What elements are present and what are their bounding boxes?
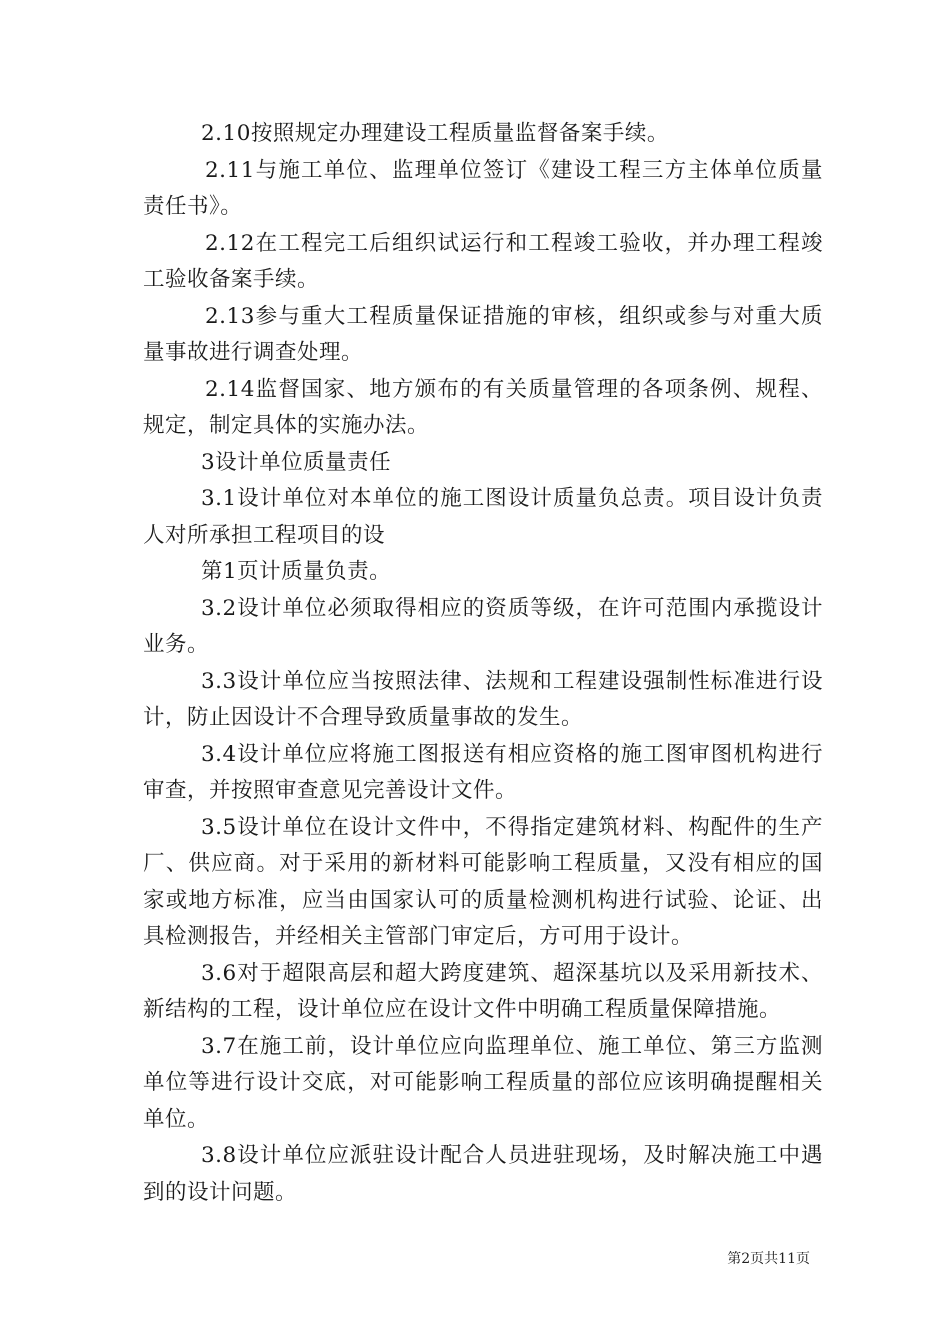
document-body [143,116,823,1211]
paragraph-3-5: 3.5设计单位在设计文件中，不得指定建筑材料、构配件的生产厂、供应商。对于采用的新材料可能影响工程质量，又没有相应的国家或地方标准，应当由国家认可的质量检测机构进行试验、论证、出具检测报告，并经相关主管部门审定后，方可用于设计。 [143,814,823,949]
paragraph-3-3: 3.3设计单位应当按照法律、法规和工程建设强制性标准进行设计，防止因设计不合理导致质量事故的发生。 [143,668,823,730]
paragraph-3-2: 3.2设计单位必须取得相应的资质等级，在许可范围内承揽设计业务。 [143,595,823,657]
paragraph-2-12: 2.12在工程完工后组织试运行和工程竣工验收，并办理工程竣工验收备案手续。 [143,230,823,292]
paragraph-2-14: 2.14监督国家、地方颁布的有关质量管理的各项条例、规程、规定，制定具体的实施办法。 [143,376,823,438]
section-heading-3: 3设计单位质量责任 [201,449,392,475]
paragraph-2-10: 2.10按照规定办理建设工程质量监督备案手续。 [201,121,669,146]
paragraph-3-8: 3.8设计单位应派驻设计配合人员进驻现场，及时解决施工中遇到的设计问题。 [143,1143,823,1205]
paragraph-2-11: 2.11与施工单位、监理单位签订《建设工程三方主体单位质量责任书》。 [143,157,823,219]
paragraph-3-4: 3.4设计单位应将施工图报送有相应资格的施工图审图机构进行审查，并按照审查意见完善设计文件。 [143,741,823,803]
paragraph-3-1: 3.1设计单位对本单位的施工图设计质量负总责。项目设计负责人对所承担工程项目的设 [143,486,823,548]
page-number-footer: 第2页共11页 [727,1251,810,1267]
paragraph-page-marker: 第1页计质量负责。 [201,559,392,584]
paragraph-3-6: 3.6对于超限高层和超大跨度建筑、超深基坑以及采用新技术、新结构的工程，设计单位应在设计文件中明确工程质量保障措施。 [143,960,823,1022]
paragraph-2-13: 2.13参与重大工程质量保证措施的审核，组织或参与对重大质量事故进行调查处理。 [143,303,823,365]
paragraph-3-7: 3.7在施工前，设计单位应向监理单位、施工单位、第三方监测单位等进行设计交底，对可能影响工程质量的部位应该明确提醒相关单位。 [143,1033,823,1132]
